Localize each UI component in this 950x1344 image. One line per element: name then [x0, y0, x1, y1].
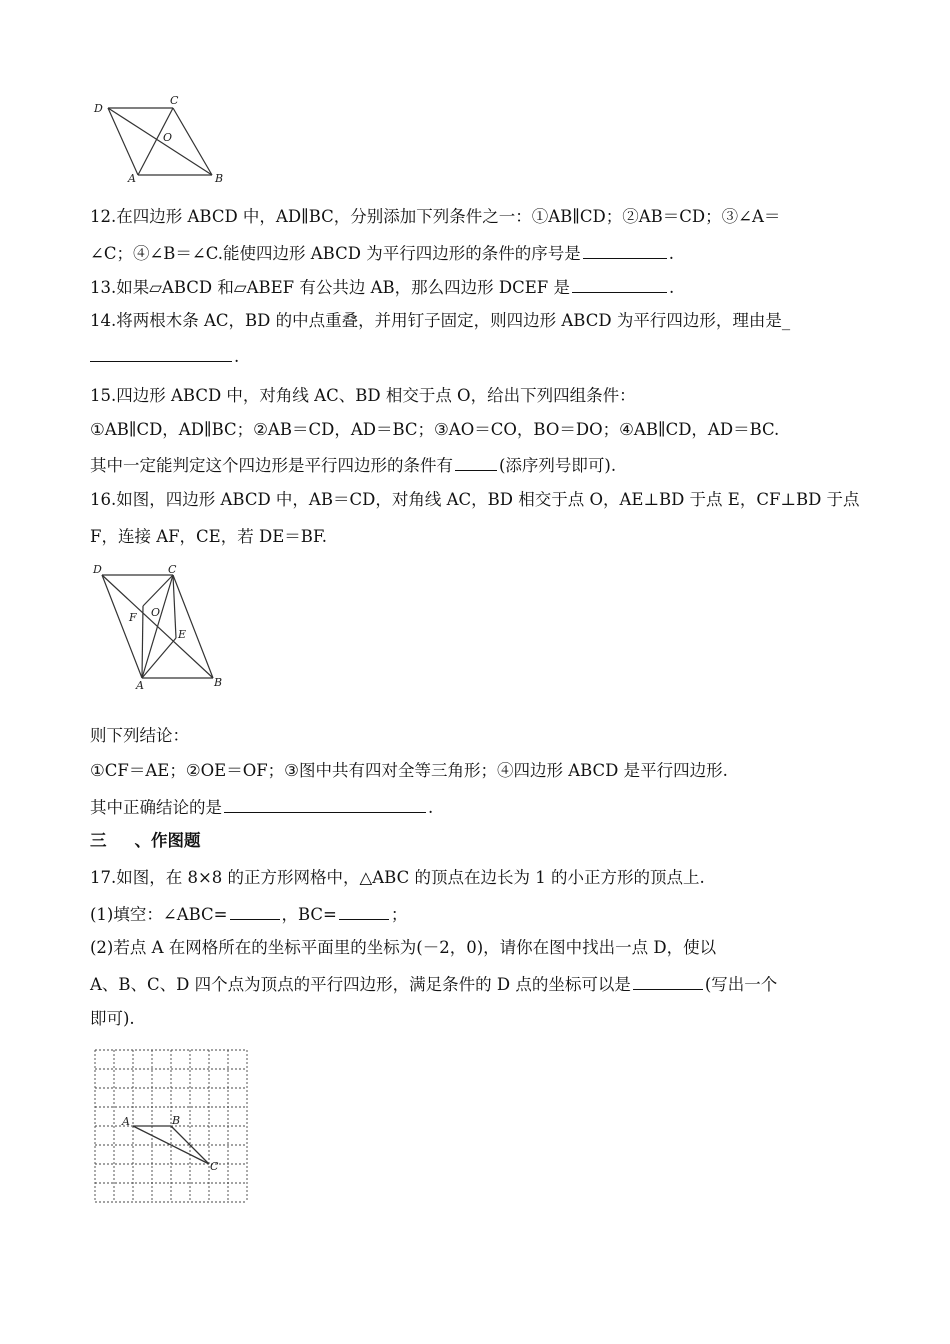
- q13-line: [90, 276, 674, 298]
- q12-line1: 12.在四边形 ABCD 中，AD∥BC，分别添加下列条件之一：①AB∥CD；②AB＝CD；③∠A＝: [90, 207, 781, 226]
- q17-angle-blank[interactable]: [230, 903, 280, 920]
- edge-ad: [102, 575, 142, 678]
- q16-text: 其中正确结论的是: [90, 798, 222, 817]
- q17-part1-end: ；: [390, 905, 408, 924]
- q17-part1-bc: ，BC=: [281, 905, 337, 924]
- q12-line2-end: .: [668, 244, 674, 263]
- label-o: O: [163, 131, 173, 144]
- label-c: C: [170, 94, 179, 107]
- q15-answer-blank[interactable]: [455, 454, 497, 471]
- label-f: F: [129, 611, 137, 624]
- q17-line4: [90, 973, 777, 995]
- q15-text: 其中一定能判定这个四边形是平行四边形的条件有: [90, 456, 453, 475]
- q17-line4-end: (写出一个: [704, 975, 778, 994]
- label-b: B: [214, 676, 223, 689]
- q12-line2-text: ∠C；④∠B＝∠C.能使四边形 ABCD 为平行四边形的条件的序号是: [90, 244, 581, 263]
- q17-line5: 即可).: [90, 1009, 135, 1028]
- edge-cb: [173, 108, 212, 175]
- q13-text: 13.如果▱ABCD 和▱ABEF 有公共边 AB，那么四边形 DCEF 是: [90, 278, 570, 297]
- edge-cb: [173, 575, 213, 678]
- q12-answer-blank[interactable]: [583, 242, 667, 259]
- label-c: C: [210, 1160, 219, 1173]
- label-d: D: [93, 563, 102, 576]
- q14-answer-blank[interactable]: [90, 345, 232, 362]
- label-e: E: [178, 628, 187, 641]
- label-a: A: [128, 172, 136, 185]
- label-o: O: [151, 606, 161, 619]
- q15-line3: [90, 454, 616, 476]
- segment-ae: [142, 638, 176, 678]
- q17-d-coordinate-blank[interactable]: [633, 973, 703, 990]
- q14-end: .: [234, 347, 240, 366]
- q16-answer-blank[interactable]: [224, 796, 426, 813]
- q15-line2: ①AB∥CD，AD∥BC；②AB＝CD，AD＝BC；③AO＝CO，BO＝DO；④AB∥CD，AD＝BC.: [90, 420, 780, 439]
- q14-line2: [90, 345, 239, 367]
- q12-line2: [90, 242, 674, 264]
- label-b: B: [172, 1114, 181, 1127]
- figure-grid-triangle-abc: [90, 1045, 255, 1210]
- q17-line3: (2)若点 A 在网格所在的坐标平面里的坐标为(－2，0)，请你在图中找出一点 D，使以: [90, 938, 717, 957]
- label-b: B: [215, 172, 224, 185]
- q16-end: .: [428, 798, 434, 817]
- q17-line1: 17.如图，在 8×8 的正方形网格中，△ABC 的顶点在边长为 1 的小正方形的顶点上.: [90, 868, 705, 887]
- section-number: 三: [90, 831, 107, 850]
- q16-line5: [90, 796, 433, 818]
- q17-part1-text: (1)填空：∠ABC=: [90, 905, 228, 924]
- q16-line3: 则下列结论：: [90, 726, 189, 745]
- q17-line2: [90, 903, 407, 925]
- segment-af: [142, 606, 143, 678]
- q14-line1: 14.将两根木条 AC，BD 的中点重叠，并用钉子固定，则四边形 ABCD 为平行四边形，理由是_: [90, 311, 791, 330]
- section-title: 、作图题: [134, 831, 201, 850]
- section-heading: [90, 831, 201, 851]
- q16-line4: ①CF＝AE；②OE＝OF；③图中共有四对全等三角形；④四边形 ABCD 是平行四边形.: [90, 761, 728, 780]
- figure-parallelogram-abcd: [88, 92, 238, 187]
- q17-bc-blank[interactable]: [339, 903, 389, 920]
- q13-answer-blank[interactable]: [572, 276, 667, 293]
- q16-line1: 16.如图，四边形 ABCD 中，AB＝CD，对角线 AC，BD 相交于点 O，AE⊥BD 于点 E，CF⊥BD 于点: [90, 490, 860, 509]
- label-a: A: [122, 1115, 130, 1128]
- label-a: A: [136, 679, 144, 692]
- label-d: D: [94, 102, 103, 115]
- label-c: C: [168, 563, 177, 576]
- q13-end: .: [668, 278, 675, 297]
- q17-line4-text: A、B、C、D 四个点为顶点的平行四边形，满足条件的 D 点的坐标可以是: [90, 975, 631, 994]
- q15-line1: 15.四边形 ABCD 中，对角线 AC、BD 相交于点 O，给出下列四组条件：: [90, 386, 636, 405]
- q16-line2: F，连接 AF，CE，若 DE＝BF.: [90, 527, 327, 546]
- segment-ce: [173, 575, 176, 638]
- q15-end: (添序列号即可).: [499, 456, 617, 475]
- figure-parallelogram-abcd-with-perpendiculars: [88, 558, 238, 693]
